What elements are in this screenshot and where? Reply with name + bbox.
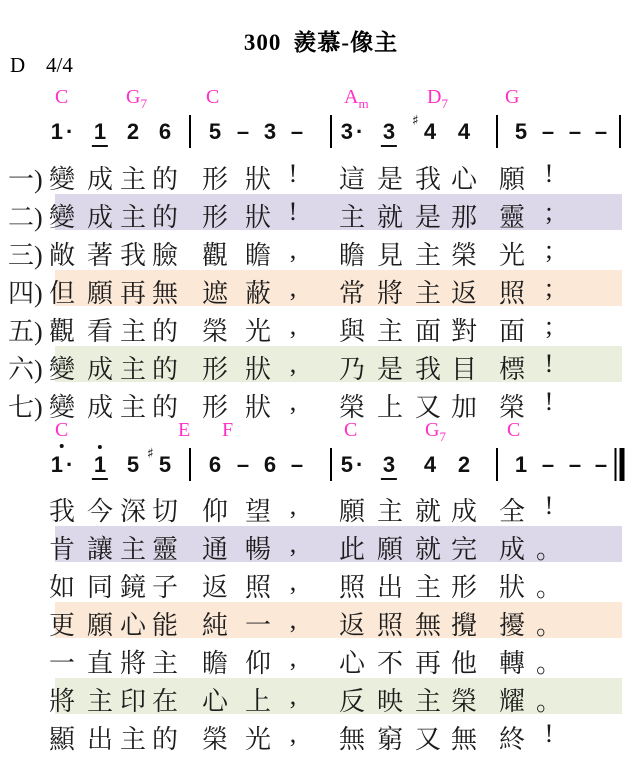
lyric-char: 純	[201, 611, 229, 640]
lyric-char: 返	[338, 611, 366, 640]
lyric-char: 切	[151, 497, 179, 526]
lyric-char: 鏡	[119, 573, 147, 602]
lyric-char: 望	[244, 497, 272, 526]
lyric-char: 形	[201, 393, 229, 422]
lyric-char: 主	[414, 241, 442, 270]
lyric-char: 直	[86, 649, 114, 678]
duration-dash: –	[541, 452, 555, 477]
punctuation: ,	[289, 605, 297, 634]
lyric-char: 深	[119, 497, 147, 526]
lyric-char: 再	[119, 279, 147, 308]
lyric-char: 如	[48, 573, 76, 602]
punctuation: 。	[535, 649, 563, 678]
chord-symbol: C	[206, 86, 220, 108]
lyric-char: 榮	[338, 393, 366, 422]
verse-line	[0, 345, 642, 383]
barline	[496, 115, 498, 148]
lyric-char: 主	[119, 725, 147, 754]
lyric-char: 臉	[151, 241, 179, 270]
verse-line	[0, 155, 642, 193]
rhythm-dot: ·	[65, 452, 74, 477]
lyric-char: 返	[201, 573, 229, 602]
lyric-char: 的	[151, 165, 179, 194]
lyric-char: 無	[414, 611, 442, 640]
lyric-char: 看	[86, 317, 114, 346]
lyric-char: 成	[86, 355, 114, 384]
lyric-char: 無	[450, 725, 478, 754]
lyric-char: 就	[376, 203, 404, 232]
chord-row-1	[0, 86, 642, 112]
lyric-char: 成	[86, 203, 114, 232]
lyric-char: 願	[86, 279, 114, 308]
lyric-char: 那	[450, 203, 478, 232]
lyric-char: 光	[244, 317, 272, 346]
verse-line	[0, 193, 642, 231]
lyric-char: 主	[119, 165, 147, 194]
verse-number: 七)	[8, 393, 43, 422]
lyric-char: 更	[48, 611, 76, 640]
lyric-char: 我	[414, 355, 442, 384]
punctuation: ;	[545, 311, 553, 340]
notation-row-1	[0, 113, 642, 151]
lyric-char: 心	[338, 649, 366, 678]
lyric-char: 今	[86, 497, 114, 526]
lyric-char: 終	[498, 725, 526, 754]
lyric-char: 一	[244, 611, 272, 640]
lyric-char: 榮	[450, 687, 478, 716]
song-title-text: 羨慕-像主	[293, 30, 399, 55]
final-barline	[615, 448, 626, 481]
lyric-char: 著	[86, 241, 114, 270]
note: 6	[158, 119, 172, 144]
lyric-char: 完	[450, 535, 478, 564]
lyric-char: 轉	[498, 649, 526, 678]
punctuation: ,	[289, 235, 297, 264]
punctuation: 。	[535, 611, 563, 640]
lyric-char: 又	[414, 393, 442, 422]
lyric-char: 照	[376, 611, 404, 640]
note: 5	[126, 452, 140, 477]
lyric-char: 是	[376, 355, 404, 384]
punctuation: ,	[289, 349, 297, 378]
verse-line	[0, 269, 642, 307]
punctuation: ,	[289, 529, 297, 558]
lyric-char: 靈	[151, 535, 179, 564]
lyric-char: 出	[376, 573, 404, 602]
lyric-char: 上	[244, 687, 272, 716]
note: 1	[92, 118, 108, 147]
key-tonic: D	[10, 53, 26, 77]
lyric-char: 狀	[498, 573, 526, 602]
lyric-char: 主	[119, 317, 147, 346]
chord-symbol: C	[55, 419, 69, 441]
lyric-char: 變	[48, 393, 76, 422]
lyric-char: 瞻	[244, 241, 272, 270]
lyric-char: 這	[338, 165, 366, 194]
lyric-char: 是	[414, 203, 442, 232]
chord-symbol: E	[178, 419, 191, 441]
barline	[619, 115, 621, 148]
sharp-sign: ♯	[411, 113, 419, 129]
rhythm-dot: ·	[65, 119, 74, 144]
duration-dash: –	[541, 119, 555, 144]
lyric-char: 窮	[376, 725, 404, 754]
lyric-char: 主	[86, 687, 114, 716]
hymn-number: 300	[243, 30, 282, 55]
chord-symbol: $D_7$	[427, 86, 448, 111]
lyric-line	[0, 715, 642, 753]
lyric-char: 攪	[450, 611, 478, 640]
lyric-char: 反	[338, 687, 366, 716]
lyric-char: 是	[376, 165, 404, 194]
lyric-char: 主	[119, 393, 147, 422]
lyric-char: 面	[414, 317, 442, 346]
chord-symbol: G	[505, 86, 520, 108]
lyric-char: 再	[414, 649, 442, 678]
lyric-char: 光	[244, 725, 272, 754]
lyric-char: 無	[338, 725, 366, 754]
lyric-char: 主	[414, 573, 442, 602]
punctuation: 。	[535, 573, 563, 602]
lyric-char: 成	[498, 535, 526, 564]
lyric-char: 返	[450, 279, 478, 308]
lyric-char: 願	[376, 535, 404, 564]
lyric-char: 他	[450, 649, 478, 678]
lyric-line	[0, 525, 642, 563]
punctuation: !	[288, 197, 298, 226]
duration-dash: –	[568, 119, 582, 144]
lyric-line	[0, 639, 642, 677]
note: 5	[514, 119, 528, 144]
punctuation: ,	[289, 273, 297, 302]
lyric-char: 形	[201, 355, 229, 384]
lyric-char: 瞻	[338, 241, 366, 270]
lyric-char: 通	[201, 535, 229, 564]
verse-line	[0, 307, 642, 345]
punctuation: ,	[289, 387, 297, 416]
lyric-char: 的	[151, 393, 179, 422]
barline	[189, 115, 191, 148]
punctuation: !	[544, 349, 554, 378]
lyric-char: 狀	[244, 203, 272, 232]
lyric-char: 面	[498, 317, 526, 346]
lyric-char: 主	[119, 203, 147, 232]
lyric-char: 的	[151, 203, 179, 232]
lyric-char: 子	[151, 573, 179, 602]
lyric-char: 觀	[201, 241, 229, 270]
lyric-char: 肯	[48, 535, 76, 564]
lyric-char: 上	[376, 393, 404, 422]
punctuation: !	[544, 719, 554, 748]
lyric-char: 就	[414, 535, 442, 564]
lyric-char: 形	[201, 165, 229, 194]
lyric-char: 變	[48, 203, 76, 232]
lyric-char: 照	[338, 573, 366, 602]
lyric-char: 主	[414, 687, 442, 716]
barline	[330, 448, 332, 481]
chord-symbol: $A_m$	[344, 86, 369, 111]
rhythm-dot: ·	[355, 119, 364, 144]
barline	[330, 115, 332, 148]
verse-number: 二)	[8, 203, 43, 232]
barline	[189, 448, 191, 481]
lyric-char: 將	[119, 649, 147, 678]
note: 5 ·	[340, 452, 364, 477]
lyric-char: 靈	[498, 203, 526, 232]
chord-symbol: C	[344, 419, 358, 441]
verse-block-1	[0, 155, 642, 421]
lyric-char: 照	[498, 279, 526, 308]
note: ♯ 4	[422, 117, 438, 147]
lyric-char: 常	[338, 279, 366, 308]
punctuation: ,	[289, 491, 297, 520]
punctuation: !	[288, 159, 298, 188]
lyric-char: 耀	[498, 687, 526, 716]
lyric-char: 一	[48, 649, 76, 678]
lyric-char: 遮	[201, 279, 229, 308]
punctuation: ;	[545, 197, 553, 226]
lyric-char: 就	[414, 497, 442, 526]
lyric-char: 主	[151, 649, 179, 678]
lyric-char: 我	[414, 165, 442, 194]
lyric-char: 加	[450, 393, 478, 422]
note: 2	[457, 452, 471, 477]
lyric-char: 心	[201, 687, 229, 716]
notation-row-2	[0, 446, 642, 484]
lyric-char: 主	[119, 535, 147, 564]
note: 1	[92, 451, 108, 480]
punctuation: ,	[289, 643, 297, 672]
lyric-char: 觀	[48, 317, 76, 346]
verse-number: 四)	[8, 279, 43, 308]
punctuation: ;	[545, 235, 553, 264]
note: 3	[381, 118, 397, 147]
key-signature-row	[0, 53, 642, 79]
lyric-char: 目	[450, 355, 478, 384]
verse-number: 五)	[8, 317, 43, 346]
lyric-char: 榮	[201, 317, 229, 346]
lyric-char: 主	[376, 497, 404, 526]
verse-line	[0, 383, 642, 421]
lyric-char: 此	[338, 535, 366, 564]
lyric-char: 變	[48, 165, 76, 194]
punctuation: !	[544, 387, 554, 416]
chord-symbol: $G_7$	[126, 86, 147, 111]
verse-line	[0, 231, 642, 269]
lyric-char: 的	[151, 725, 179, 754]
lyric-char: 榮	[498, 393, 526, 422]
note: 1 ·	[50, 119, 74, 144]
lyric-char: 瞻	[201, 649, 229, 678]
duration-dash: –	[568, 452, 582, 477]
lyric-char: 擾	[498, 611, 526, 640]
lyric-char: 榮	[201, 725, 229, 754]
lyric-char: 在	[151, 687, 179, 716]
note: 3	[263, 119, 277, 144]
duration-dash: –	[594, 452, 608, 477]
punctuation: !	[544, 491, 554, 520]
note: 1	[514, 452, 528, 477]
note: 6	[208, 452, 222, 477]
barline	[496, 448, 498, 481]
lyric-char: 狀	[244, 393, 272, 422]
lyric-line	[0, 563, 642, 601]
lyric-char: 無	[151, 279, 179, 308]
lyric-char: 映	[376, 687, 404, 716]
chord-symbol: $G_7$	[425, 419, 446, 444]
chord-symbol: C	[55, 86, 69, 108]
note: 4	[457, 119, 471, 144]
lyric-char: 形	[201, 203, 229, 232]
lyric-char: 我	[48, 497, 76, 526]
lyric-char: 能	[151, 611, 179, 640]
lyric-char: 成	[86, 165, 114, 194]
lyric-char: 願	[338, 497, 366, 526]
note: ♯ 5	[157, 450, 173, 480]
lyric-char: 願	[86, 611, 114, 640]
punctuation: !	[544, 159, 554, 188]
lyric-char: 願	[498, 165, 526, 194]
lyric-char: 標	[498, 355, 526, 384]
lyric-line	[0, 601, 642, 639]
duration-dash: –	[290, 119, 304, 144]
lyric-char: 又	[414, 725, 442, 754]
punctuation: ,	[289, 311, 297, 340]
duration-dash: –	[594, 119, 608, 144]
lyric-char: 見	[376, 241, 404, 270]
lyric-char: 心	[119, 611, 147, 640]
chord-row-2	[0, 419, 642, 445]
lyric-char: 不	[376, 649, 404, 678]
duration-dash: –	[236, 452, 250, 477]
lyric-char: 與	[338, 317, 366, 346]
sharp-sign: ♯	[146, 446, 154, 462]
note: 3 ·	[340, 119, 364, 144]
lyric-char: 仰	[244, 649, 272, 678]
lyric-char: 對	[450, 317, 478, 346]
lyric-char: 出	[86, 725, 114, 754]
punctuation: 。	[535, 535, 563, 564]
lyric-char: 蔽	[244, 279, 272, 308]
note: 5	[208, 119, 222, 144]
lyric-char: 榮	[450, 241, 478, 270]
verse-number: 六)	[8, 355, 43, 384]
note: 6	[263, 452, 277, 477]
lyric-char: 全	[498, 497, 526, 526]
punctuation: ,	[289, 719, 297, 748]
lyric-char: 光	[498, 241, 526, 270]
lyric-char: 的	[151, 317, 179, 346]
lyric-char: 主	[376, 317, 404, 346]
duration-dash: –	[290, 452, 304, 477]
lyric-char: 我	[119, 241, 147, 270]
lyric-char: 讓	[86, 535, 114, 564]
lyric-char: 的	[151, 355, 179, 384]
final-barline-thick	[620, 448, 625, 481]
rhythm-dot: ·	[355, 452, 364, 477]
lyric-char: 將	[376, 279, 404, 308]
lyric-char: 將	[48, 687, 76, 716]
lyric-char: 仰	[201, 497, 229, 526]
lyric-char: 主	[119, 355, 147, 384]
lyric-char: 變	[48, 355, 76, 384]
lyric-char: 主	[338, 203, 366, 232]
lyric-char: 心	[450, 165, 478, 194]
punctuation: ,	[289, 567, 297, 596]
lyric-line	[0, 487, 642, 525]
note: 2	[126, 119, 140, 144]
octave-dot	[60, 444, 64, 448]
lyric-char: 敞	[48, 241, 76, 270]
punctuation: ;	[545, 273, 553, 302]
lyric-char: 顯	[48, 725, 76, 754]
verse-number: 一)	[8, 165, 43, 194]
lyric-char: 成	[450, 497, 478, 526]
lyric-char: 主	[414, 279, 442, 308]
punctuation: ,	[289, 681, 297, 710]
lyric-char: 同	[86, 573, 114, 602]
lyric-char: 狀	[244, 165, 272, 194]
lyric-char: 狀	[244, 355, 272, 384]
duration-dash: –	[236, 119, 250, 144]
lyric-char: 照	[244, 573, 272, 602]
note: 3	[381, 451, 397, 480]
lyric-char: 乃	[338, 355, 366, 384]
lyric-char: 形	[450, 573, 478, 602]
lyric-char: 但	[48, 279, 76, 308]
final-barline-thin	[615, 448, 617, 481]
chord-symbol: F	[222, 419, 234, 441]
lyric-char: 成	[86, 393, 114, 422]
verse-number: 三)	[8, 241, 43, 270]
lyric-char: 印	[119, 687, 147, 716]
chord-symbol: C	[507, 419, 521, 441]
octave-dot	[98, 445, 102, 449]
note: 4	[423, 452, 437, 477]
lyric-char: 暢	[244, 535, 272, 564]
verse-block-2	[0, 487, 642, 753]
punctuation: 。	[535, 687, 563, 716]
note: 1 ·	[49, 450, 76, 480]
time-signature: 4/4	[46, 53, 73, 77]
lyric-line	[0, 677, 642, 715]
